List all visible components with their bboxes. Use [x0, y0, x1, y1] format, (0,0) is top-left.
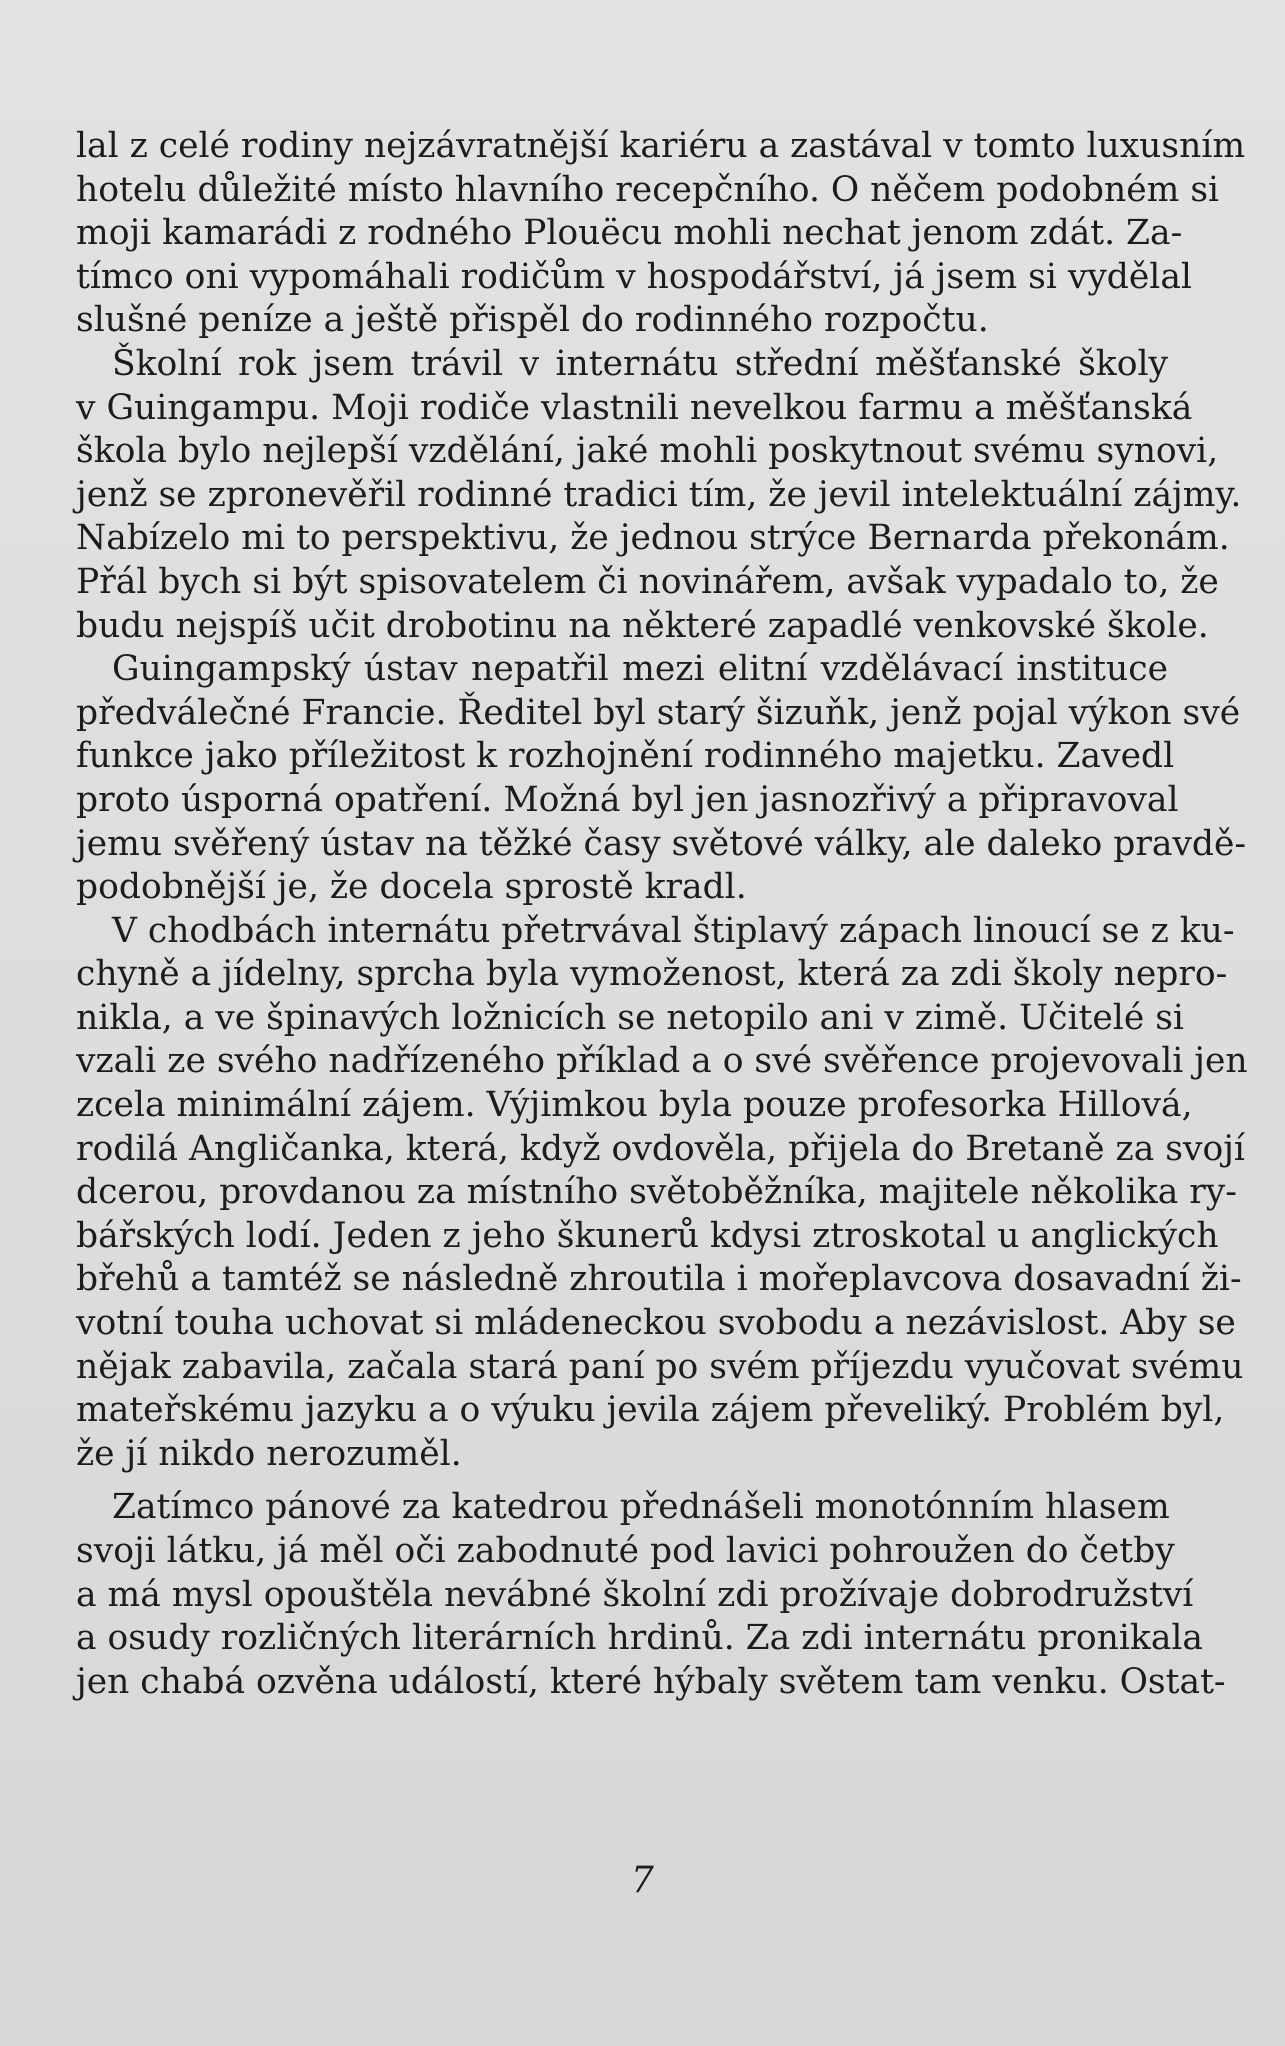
text-line: vzali ze svého nadřízeného příklad a o své svěřence projevovali jen [76, 1041, 1248, 1082]
text-line: chyně a jídelny, sprcha byla vymoženost, která za zdi školy nepro- [76, 954, 1228, 995]
text-line: Zatímco pánové za katedrou přednášeli monotónním hlasem [112, 1487, 1170, 1528]
text-line: nikla, a ve špinavých ložnicích se netopilo ani v zimě. Učitelé si [76, 997, 1184, 1038]
text-line: votní touha uchovat si mládeneckou svobodu a nezávislost. Aby se [76, 1303, 1236, 1344]
page-number: 7 [631, 1860, 654, 1901]
text-line: Přál bych si být spisovatelem či novinářem, avšak vypadalo to, že [76, 561, 1219, 602]
text-line: Guingampský ústav nepatřil mezi elitní vzdělávací instituce [112, 649, 1168, 690]
text-line: v Guingampu. Moji rodiče vlastnili nevelkou farmu a měšťanská [76, 387, 1193, 428]
text-line: břehů a tamtéž se následně zhroutila i mořeplavcova dosavadní ži- [76, 1259, 1242, 1300]
text-line: jen chabá ozvěna událostí, které hýbaly světem tam venku. Ostat- [76, 1661, 1226, 1702]
paragraph [76, 1486, 1226, 1704]
paragraph [76, 125, 1246, 343]
text-line: Školní rok jsem trávil v internátu střední měšťanské školy [112, 343, 1168, 384]
text-line: lal z celé rodiny nejzávratnější kariéru a zastával v tomto luxusním [76, 126, 1246, 166]
text-line: jenž se zpronevěřil rodinné tradici tím, že jevil intelektuální zájmy. [76, 474, 1242, 515]
text-line: hotelu důležité místo hlavního recepčního. O něčem podobném si [76, 169, 1220, 210]
text-line: funkce jako příležitost k rozhojnění rodinného majetku. Zavedl [76, 736, 1175, 777]
text-line: budu nejspíš učit drobotinu na některé zapadlé venkovské škole. [76, 605, 1209, 646]
text-line: bářských lodí. Jeden z jeho škunerů kdysi ztroskotal u anglických [76, 1215, 1219, 1256]
text-line: nějak zabavila, začala stará paní po svém příjezdu vyučovat svému [76, 1346, 1244, 1387]
body-text [76, 125, 1248, 1704]
text-line: a osudy rozličných literárních hrdinů. Za zdi internátu pronikala [76, 1618, 1203, 1659]
text-line: jemu svěřený ústav na těžké časy světové války, ale daleko pravdě- [76, 823, 1247, 864]
text-line: rodilá Angličanka, která, když ovdověla, přijela do Bretaně za svojí [76, 1128, 1245, 1169]
text-line: svoji látku, já měl oči zabodnuté pod lavici pohroužen do četby [76, 1531, 1175, 1571]
text-line: mateřskému jazyku a o výuku jevila zájem převeliký. Problém byl, [76, 1390, 1225, 1431]
paragraph [76, 910, 1248, 1477]
text-line: tímco oni vypomáhali rodičům v hospodářství, já jsem si vydělal [76, 256, 1192, 297]
text-line: dcerou, provdanou za místního světoběžníka, majitele několika ry- [76, 1172, 1237, 1213]
text-line: Nabízelo mi to perspektivu, že jednou strýce Bernarda překonám. [76, 518, 1230, 559]
text-line: škola bylo nejlepší vzdělání, jaké mohli poskytnout svému synovi, [76, 431, 1219, 472]
text-line: že jí nikdo nerozuměl. [76, 1433, 462, 1474]
text-line: a má mysl opouštěla nevábné školní zdi prožívaje dobrodružství [76, 1574, 1194, 1615]
paragraph [76, 648, 1247, 910]
text-line: podobnější je, že docela sprostě kradl. [76, 867, 747, 908]
text-line: předválečné Francie. Ředitel byl starý šizuňk, jenž pojal výkon své [76, 692, 1241, 733]
text-line: proto úsporná opatření. Možná byl jen jasnozřivý a připravoval [76, 779, 1179, 820]
text-line: V chodbách internátu přetrvával štiplavý zápach linoucí se z ku- [112, 910, 1235, 951]
text-line: slušné peníze a ještě přispěl do rodinného rozpočtu. [76, 300, 989, 341]
text-line: moji kamarádi z rodného Plouëcu mohli nechat jenom zdát. Za- [76, 213, 1183, 254]
paragraph [76, 343, 1242, 648]
text-line: zcela minimální zájem. Výjimkou byla pouze profesorka Hillová, [76, 1085, 1193, 1126]
